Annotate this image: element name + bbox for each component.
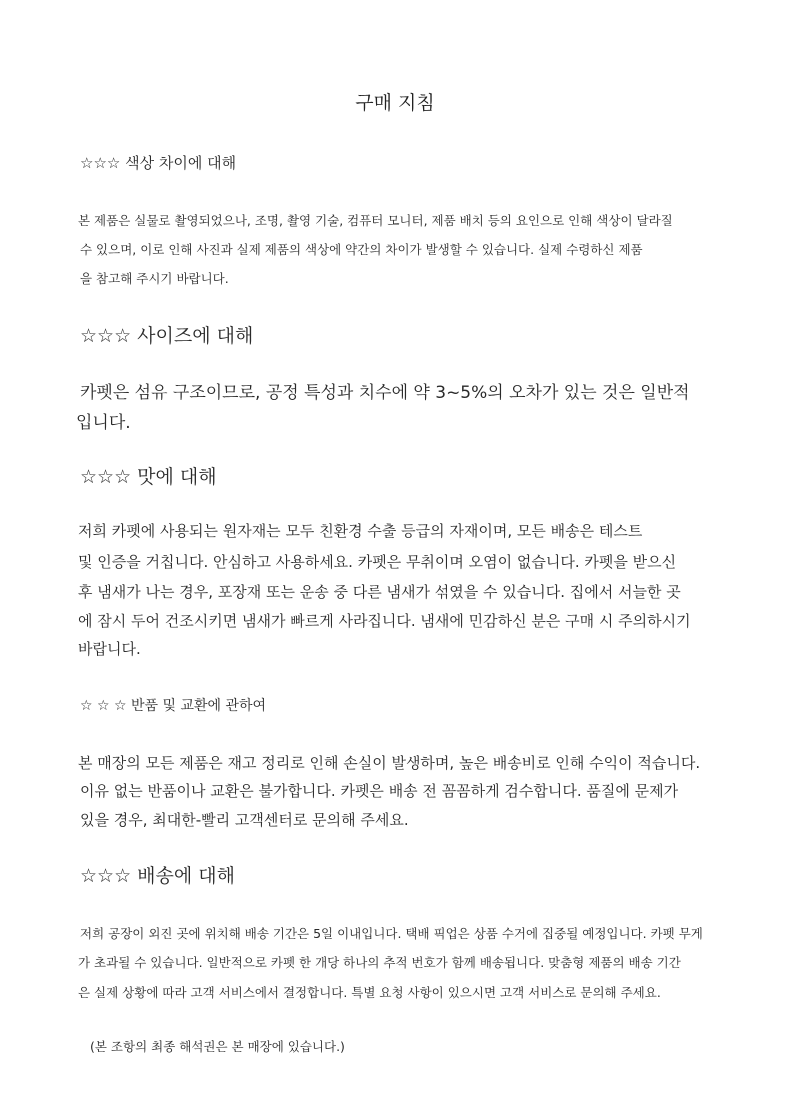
shipping-text-line-1: 저희 공장이 외진 곳에 위치해 배송 기간은 5일 이내입니다. 택배 픽업은 상품 수거에 집중될 예정입니다. 카펫 무게 bbox=[80, 926, 703, 941]
page-title: 구매 지침 bbox=[355, 92, 435, 114]
section-heading-color: ☆☆☆ 색상 차이에 대해 bbox=[80, 154, 237, 172]
smell-text-line-2: 및 인증을 거칩니다. 안심하고 사용하세요. 카펫은 무취이며 오염이 없습니다. 카펫을 받으신 bbox=[78, 553, 677, 571]
shipping-text-line-3: 은 실제 상황에 따라 고객 서비스에서 결정합니다. 특별 요청 사항이 있으시면 고객 서비스로 문의해 주세요. bbox=[78, 985, 661, 1000]
smell-text-line-5: 바랍니다. bbox=[78, 640, 141, 658]
returns-text-line-2: 이유 없는 반품이나 교환은 불가합니다. 카펫은 배송 전 꼼꼼하게 검수합니다. 품질에 문제가 bbox=[80, 782, 679, 800]
smell-text-line-1: 저희 카펫에 사용되는 원자재는 모두 친환경 수출 등급의 자재이며, 모든 배송은 테스트 bbox=[78, 522, 643, 540]
section-heading-size: ☆☆☆ 사이즈에 대해 bbox=[80, 325, 254, 347]
color-text-line-1: 본 제품은 실물로 촬영되었으나, 조명, 촬영 기술, 컴퓨터 모니터, 제품 배치 등의 요인으로 인해 색상이 달라질 bbox=[78, 213, 673, 228]
returns-text-line-3: 있을 경우, 최대한-빨리 고객센터로 문의해 주세요. bbox=[80, 811, 409, 829]
returns-text-line-1: 본 매장의 모든 제품은 재고 정리로 인해 손실이 발생하며, 높은 배송비로 인해 수익이 적습니다. bbox=[78, 754, 701, 772]
color-text-line-2: 수 있으며, 이로 인해 사진과 실제 제품의 색상에 약간의 차이가 발생할 수 있습니다. 실제 수령하신 제품 bbox=[80, 242, 643, 257]
footer-note: (본 조항의 최종 해석권은 본 매장에 있습니다.) bbox=[90, 1039, 345, 1054]
smell-text-line-3: 후 냄새가 나는 경우, 포장재 또는 운송 중 다른 냄새가 섞였을 수 있습니다. 집에서 서늘한 곳 bbox=[78, 583, 681, 601]
size-text-line-1: 카펫은 섬유 구조이므로, 공정 특성과 치수에 약 3~5%의 오차가 있는 것은 일반적 bbox=[80, 383, 690, 403]
section-heading-smell: ☆☆☆ 맛에 대해 bbox=[80, 466, 217, 488]
section-heading-shipping: ☆☆☆ 배송에 대해 bbox=[80, 865, 235, 887]
shipping-text-line-2: 가 초과될 수 있습니다. 일반적으로 카펫 한 개당 하나의 추적 번호가 함께 배송됩니다. 맞춤형 제품의 배송 기간 bbox=[78, 955, 681, 970]
section-heading-returns: ☆ ☆ ☆ 반품 및 교환에 관하여 bbox=[80, 698, 267, 714]
smell-text-line-4: 에 잠시 두어 건조시키면 냄새가 빠르게 사라집니다. 냄새에 민감하신 분은 구매 시 주의하시기 bbox=[78, 612, 691, 630]
color-text-line-3: 을 참고해 주시기 바랍니다. bbox=[80, 271, 229, 286]
size-text-line-2: 입니다. bbox=[76, 413, 131, 433]
